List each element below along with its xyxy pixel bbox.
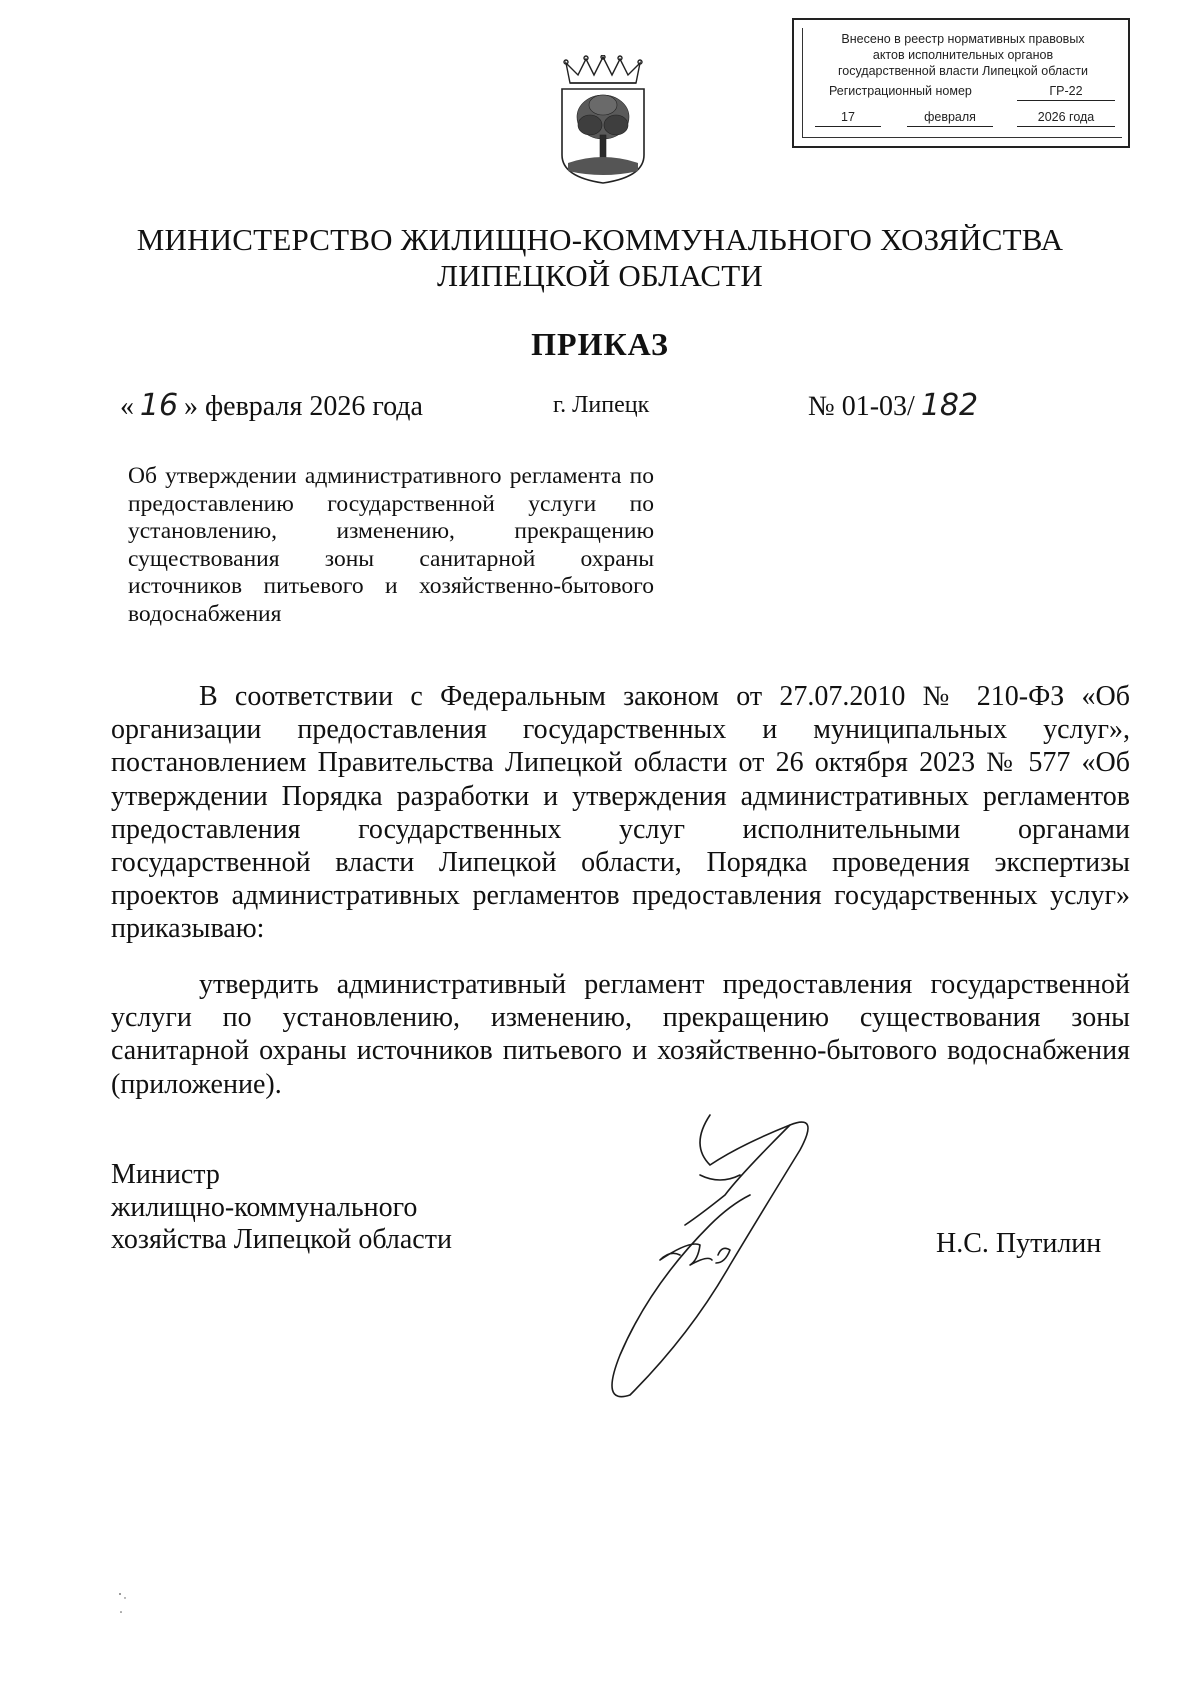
order-number-handwritten: 182: [920, 388, 979, 423]
stamp-day: 17: [815, 110, 881, 127]
handwritten-signature-icon: [590, 1105, 870, 1405]
order-number: [808, 388, 978, 423]
order-subject: Об утверждении административного регламента по предоставлению государственной услуги по установлению, изменению, прекращению существования зоны санитарной охраны источников питьевого и хозяйственно-бытового водоснабжения: [128, 463, 654, 627]
registry-stamp: [792, 18, 1130, 148]
ministry-name-line-2: ЛИПЕЦКОЙ ОБЛАСТИ: [436, 258, 764, 293]
signatory-title-line-3: хозяйства Липецкой области: [111, 1224, 452, 1255]
ministry-name-line-1: МИНИСТЕРСТВО ЖИЛИЩНО-КОММУНАЛЬНОГО ХОЗЯЙСТВА: [136, 222, 1064, 257]
signatory-title: [111, 1159, 452, 1257]
body-paragraph-1: В соответствии с Федеральным законом от 27.07.2010 № 210-ФЗ «Об организации предоставления государственных и муниципальных услуг», постановлением Правительства Липецкой области от 26 октября 2023 № 577 «Об утверждении Порядка разработки и утверждения административных регламентов предоставления государственных услуг исполнительными органами государственной власти Липецкой области, Порядка проведения экспертизы проектов административных регламентов предоставления государственных услуг» приказываю:: [111, 681, 1130, 945]
signatory-title-line-2: жилищно-коммунального: [111, 1191, 418, 1223]
stamp-reg-label: Регистрационный номер: [829, 84, 972, 98]
scan-speck-marks-icon: [116, 1590, 136, 1620]
stamp-line-1: Внесено в реестр нормативных правовых: [841, 32, 1085, 46]
stamp-year: 2026 года: [1017, 110, 1115, 127]
coat-of-arms-icon: [548, 55, 658, 185]
stamp-line-2: актов исполнительных органов: [872, 48, 1054, 62]
date-quote-close: »: [184, 391, 198, 422]
order-city: г. Липецк: [553, 392, 650, 418]
order-date: [120, 388, 423, 423]
signatory-title-line-1: Министр: [111, 1159, 220, 1190]
stamp-frame: [802, 28, 1122, 138]
date-month-year: февраля 2026 года: [205, 391, 423, 422]
order-number-prefix: № 01-03/: [808, 391, 915, 422]
date-day-handwritten: 16: [139, 388, 179, 423]
stamp-month: февраля: [907, 110, 993, 127]
date-quote-open: «: [120, 391, 134, 422]
body-paragraph-2: утвердить административный регламент предоставления государственной услуги по установлению, изменению, прекращению существования зоны санитарной охраны источников питьевого и хозяйственно-бытового водоснабжения (приложение).: [111, 969, 1130, 1100]
document-type-title: ПРИКАЗ: [531, 326, 669, 362]
signatory-name: Н.С. Путилин: [936, 1228, 1102, 1259]
stamp-line-3: государственной власти Липецкой области: [837, 64, 1089, 78]
stamp-reg-number: ГР-22: [1017, 84, 1115, 101]
